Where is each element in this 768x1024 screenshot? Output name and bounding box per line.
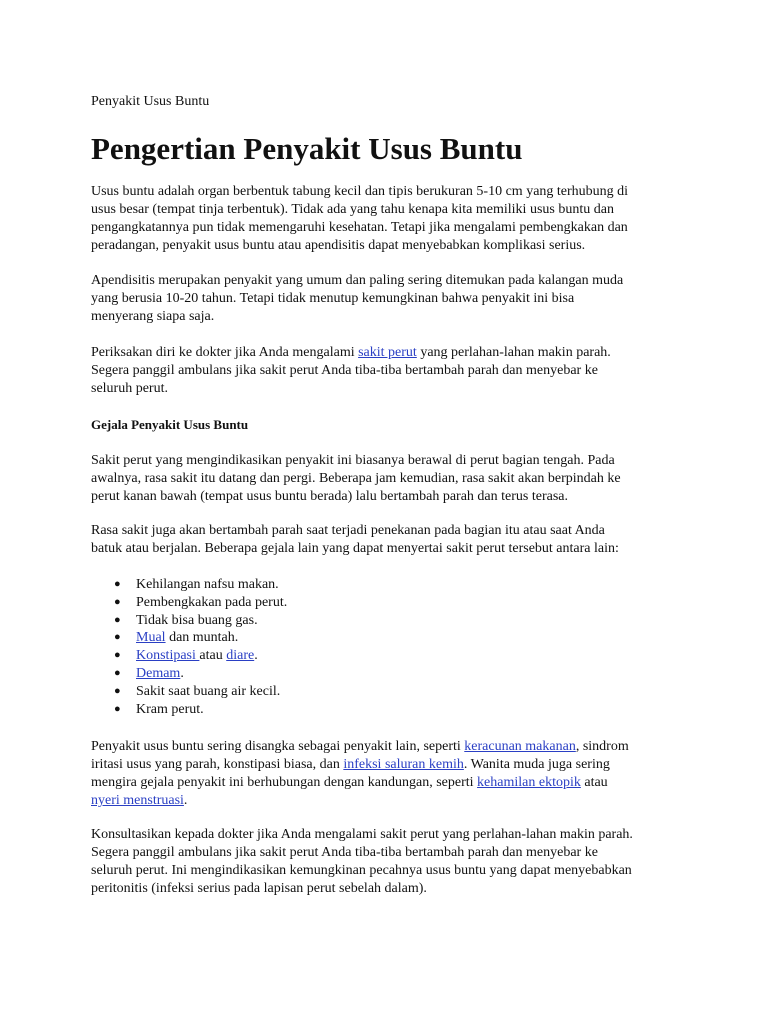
- bullet-icon: ●: [114, 613, 121, 626]
- list-item: [91, 594, 287, 612]
- text-line: Segera panggil ambulans jika sakit perut Anda tiba-tiba bertambah parah dan menyebar ke: [91, 845, 598, 860]
- link-demam[interactable]: Demam: [136, 665, 181, 681]
- text-line: peritonitis (infeksi serius pada lapisan perut sebelah dalam).: [91, 881, 427, 896]
- text-segment: . Wanita muda juga sering: [463, 757, 610, 772]
- text-line: awalnya, rasa sakit itu datang dan pergi. Beberapa jam kemudian, rasa sakit akan berpindah ke: [91, 471, 621, 486]
- link-keracunan-makanan[interactable]: keracunan makanan: [464, 739, 576, 754]
- text-line: batuk atau berjalan. Beberapa gejala lain yang dapat menyertai sakit perut tersebut antara lain:: [91, 541, 619, 556]
- text-line: Usus buntu adalah organ berbentuk tabung kecil dan tipis berukuran 5-10 cm yang terhubung di: [91, 184, 629, 199]
- list-item: [91, 576, 287, 594]
- paragraph-pain-progression: [91, 452, 621, 506]
- list-item-text: dan muntah.: [165, 630, 239, 646]
- text-line: seluruh perut.: [91, 381, 168, 396]
- list-item-text: Tidak bisa buang gas.: [136, 612, 258, 628]
- bullet-icon: ●: [114, 631, 121, 644]
- text-line: usus besar (tempat tinja terbentuk). Tidak ada yang tahu kenapa kita memiliki usus buntu dan: [91, 202, 614, 217]
- document-label: Penyakit Usus Buntu: [91, 94, 210, 109]
- text-line: peradangan, penyakit usus buntu atau apendisitis dapat menyebabkan komplikasi serius.: [91, 238, 586, 253]
- bullet-icon: ●: [114, 702, 121, 715]
- paragraph-other-symptoms: [91, 522, 619, 558]
- text-line: pengangkatannya pun tidak memengaruhi kesehatan. Tetapi jika mengalami pembengkakan dan: [91, 220, 628, 235]
- link-nyeri-menstruasi[interactable]: nyeri menstruasi: [91, 793, 184, 808]
- bullet-icon: ●: [114, 578, 121, 590]
- list-item-text: atau: [199, 648, 227, 664]
- list-item-text: Pembengkakan pada perut.: [136, 594, 288, 610]
- text-line: Sakit perut yang mengindikasikan penyakit ini biasanya berawal di perut bagian tengah. Pada: [91, 453, 615, 468]
- link-infeksi-saluran-kemih[interactable]: infeksi saluran kemih: [343, 757, 464, 772]
- list-item-text: Sakit saat buang air kecil.: [136, 683, 281, 699]
- section-heading-symptoms: Gejala Penyakit Usus Buntu: [91, 417, 249, 432]
- link-diare[interactable]: diare: [226, 648, 255, 664]
- link-konstipasi[interactable]: Konstipasi: [136, 648, 200, 664]
- text-line: seluruh perut. Ini mengindikasikan kemungkinan pecahnya usus buntu yang dapat menyebabkan: [91, 863, 632, 878]
- link-sakit-perut[interactable]: sakit perut: [358, 345, 417, 360]
- symptom-list: [91, 576, 287, 718]
- page-title: Pengertian Penyakit Usus Buntu: [91, 131, 523, 166]
- list-item-text: .: [254, 648, 258, 664]
- text-segment: yang perlahan-lahan makin parah.: [416, 345, 611, 360]
- text-segment: , sindrom: [575, 739, 629, 754]
- text-line: menyerang siapa saja.: [91, 309, 215, 324]
- text-segment: Penyakit usus buntu sering disangka sebagai penyakit lain, seperti: [91, 739, 465, 754]
- paragraph-definition: [91, 183, 628, 255]
- text-segment: iritasi usus yang parah, konstipasi biasa, dan: [91, 757, 344, 772]
- list-item: [91, 629, 287, 647]
- list-item: [91, 612, 287, 630]
- list-item: [91, 701, 287, 719]
- paragraph-emergency: [91, 826, 633, 898]
- text-segment: mengira gejala penyakit ini berhubungan dengan kandungan, seperti: [91, 775, 478, 790]
- list-item: [91, 665, 287, 683]
- bullet-icon: ●: [114, 649, 121, 662]
- text-segment: Periksakan diri ke dokter jika Anda mengalami: [91, 345, 359, 360]
- text-line: Rasa sakit juga akan bertambah parah saat terjadi penekanan pada bagian itu atau saat Anda: [91, 523, 605, 538]
- paragraph-prevalence: [91, 272, 623, 326]
- link-mual[interactable]: Mual: [136, 630, 166, 646]
- text-line: yang berusia 10-20 tahun. Tetapi tidak menutup kemungkinan bahwa penyakit ini bisa: [91, 291, 575, 306]
- list-item-text: Kehilangan nafsu makan.: [136, 577, 279, 592]
- text-segment: .: [183, 793, 188, 808]
- list-item: [91, 683, 287, 701]
- text-line: Segera panggil ambulans jika sakit perut Anda tiba-tiba bertambah parah dan menyebar ke: [91, 363, 598, 378]
- paragraph-consult: [91, 344, 611, 398]
- bullet-icon: ●: [114, 666, 121, 679]
- bullet-icon: ●: [114, 684, 121, 697]
- paragraph-misdiagnosis: [91, 738, 629, 810]
- text-line: perut kanan bawah (tempat usus buntu berada) lalu bertambah parah dan terus terasa.: [91, 489, 568, 504]
- text-line: Apendisitis merupakan penyakit yang umum dan paling sering ditemukan pada kalangan muda: [91, 273, 624, 288]
- list-item-text: Kram perut.: [136, 701, 204, 717]
- list-item: [91, 647, 287, 665]
- text-line: Konsultasikan kepada dokter jika Anda mengalami sakit perut yang perlahan-lahan makin parah.: [91, 827, 633, 842]
- list-item-text: .: [180, 665, 184, 681]
- bullet-icon: ●: [114, 595, 121, 608]
- link-kehamilan-ektopik[interactable]: kehamilan ektopik: [477, 775, 581, 790]
- text-segment: atau: [580, 775, 608, 790]
